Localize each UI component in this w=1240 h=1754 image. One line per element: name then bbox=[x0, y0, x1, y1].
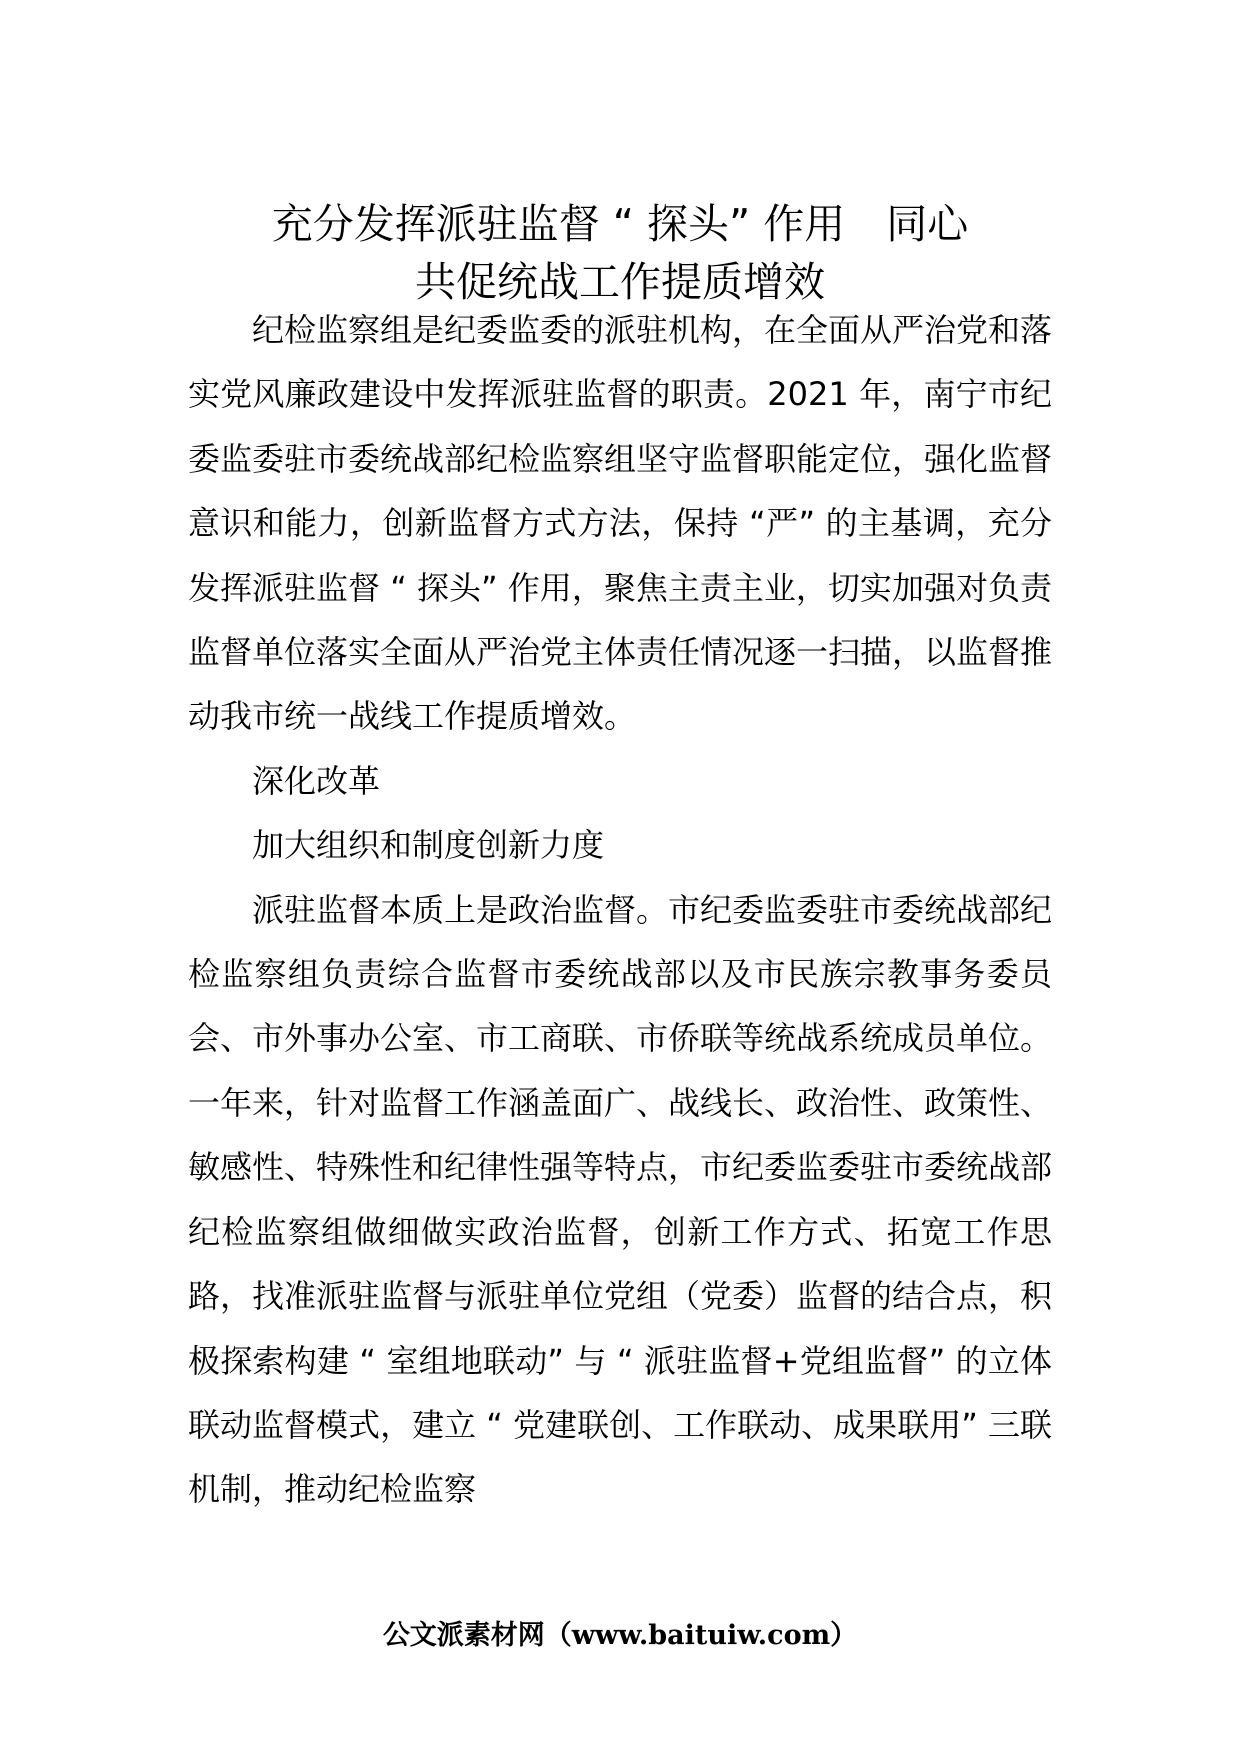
document-body bbox=[188, 298, 1052, 1522]
section-heading: 深化改革 bbox=[252, 761, 381, 800]
section-subheading: 加大组织和制度创新力度 bbox=[252, 826, 605, 865]
document-title bbox=[188, 195, 1052, 311]
paragraph-supervision: 派驻监督本质上是政治监督。市纪委监委驻市委统战部纪检监察组负责综合监督市委统战部以及市民族宗教事务委员会、市外事办公室、市工商联、市侨联等统战系统成员单位。一年来，针对监督工作涵盖面广、战线长、政治性、政策性、敏感性、特殊性和纪律性强等特点，市纪委监委驻市委统战部纪检监察组做细做实政治监督，创新工作方式、拓宽工作思路，找准派驻监督与派驻单位党组（党委）监督的结合点，积极探索构建 “ 室组地联动” 与 “ 派驻监督+党组监督” 的立体联动监督模式，建立 “ 党建联创、工作联动、成果联用” 三联机制，推动纪检监察 bbox=[188, 890, 1053, 1509]
paragraph-intro: 纪检监察组是纪委监委的派驻机构，在全面从严治党和落实党风廉政建设中发挥派驻监督的职责。2021 年，南宁市纪委监委驻市委统战部纪检监察组坚守监督职能定位，强化监督意识和能力，创新监督方式方法，保持 “严” 的主基调，充分发挥派驻监督 “ 探头” 作用，聚焦主责主业，切实加强对负责监督单位落实全面从严治党主体责任情况逐一扫描，以监督推动我市统一战线工作提质增效。 bbox=[188, 311, 1053, 736]
title-line-2: 共促统战工作提质增效 bbox=[415, 258, 825, 307]
page-footer: 公文派素材网（www.baituiw.com） bbox=[382, 1620, 858, 1651]
title-line-1: 充分发挥派驻监督 “ 探头” 作用 同心 bbox=[271, 200, 969, 249]
